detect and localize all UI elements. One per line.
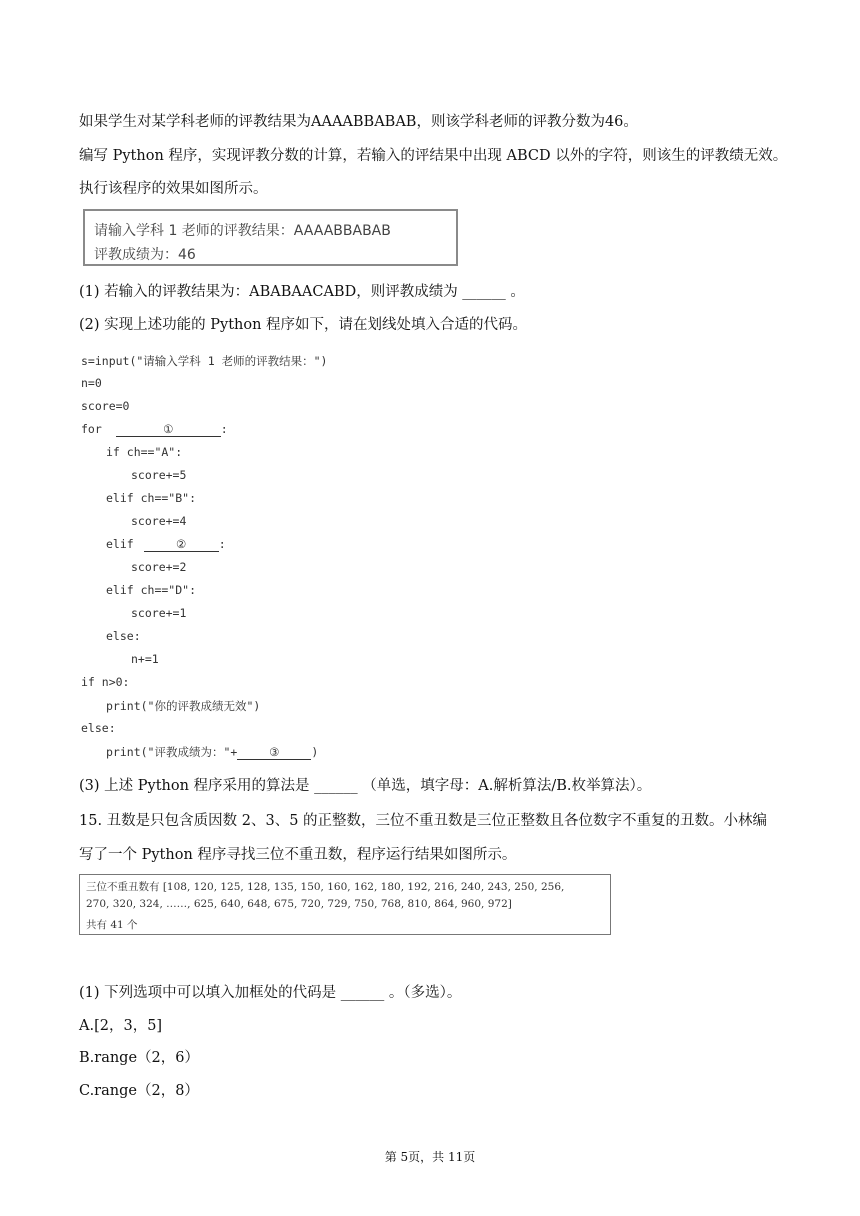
question-3: (3) 上述 Python 程序采用的算法是 ______ （单选，填字母：A.解析算法/B.枚举算法）。 <box>79 778 652 794</box>
code-line: elif ch=="D": <box>106 583 197 597</box>
question-2: (2) 实现上述功能的 Python 程序如下，请在划线处填入合适的代码。 <box>79 317 528 333</box>
code-line <box>106 744 318 760</box>
code-line: score+=5 <box>131 468 187 482</box>
paragraph-3: 执行该程序的效果如图所示。 <box>79 181 268 197</box>
code-line <box>81 422 228 437</box>
code-text: print("评教成绩为："+ <box>106 745 238 759</box>
option-b: B.range（2，6） <box>79 1050 199 1066</box>
console-line: 三位不重丑数有 [108, 120, 125, 128, 135, 150, 160, 162, 180, 192, 216, 240, 243, 250, 256, <box>86 881 565 893</box>
code-line: n+=1 <box>131 652 159 666</box>
console-output-1 <box>83 209 458 266</box>
code-keyword: for <box>81 422 102 436</box>
code-punct: : <box>220 422 228 436</box>
code-line: score=0 <box>81 399 130 413</box>
code-line: s=input("请输入学科 1 老师的评教结果：") <box>81 354 328 368</box>
problem-15-line-2: 写了一个 Python 程序寻找三位不重丑数，程序运行结果如图所示。 <box>79 847 517 863</box>
code-punct: : <box>218 537 226 551</box>
question-15-1: (1) 下列选项中可以填入加框处的代码是 ______ 。（多选）。 <box>79 985 462 1001</box>
answer-blank-3: ③ <box>237 746 311 760</box>
console-line: 270, 320, 324, ……, 625, 640, 648, 675, 720, 729, 750, 768, 810, 864, 960, 972] <box>86 898 512 910</box>
code-line: else: <box>106 629 141 643</box>
paragraph-1: 如果学生对某学科老师的评教结果为AAAABBABAB，则该学科老师的评教分数为46。 <box>79 114 638 130</box>
code-line: score+=1 <box>131 606 187 620</box>
code-line: print("你的评教成绩无效") <box>106 699 261 713</box>
code-line: else: <box>81 721 116 735</box>
console-line: 共有 41 个 <box>86 919 138 931</box>
code-line: score+=2 <box>131 560 187 574</box>
code-line: if ch=="A": <box>106 445 183 459</box>
option-a: A.[2，3，5] <box>79 1018 163 1034</box>
code-line: if n>0: <box>81 675 130 689</box>
paragraph-2: 编写 Python 程序，实现评教分数的计算，若输入的评结果中出现 ABCD 以外的字符，则该生的评教绩无效。 <box>79 148 788 164</box>
code-line: n=0 <box>81 376 102 390</box>
problem-15-line-1: 15. 丑数是只包含质因数 2、3、5 的正整数，三位不重丑数是三位正整数且各位数字不重复的丑数。小林编 <box>79 813 768 829</box>
code-line: score+=4 <box>131 514 187 528</box>
code-line: elif ch=="B": <box>106 491 197 505</box>
console-line: 请输入学科 1 老师的评教结果：AAAABBABAB <box>94 223 391 239</box>
console-output-2 <box>79 874 611 935</box>
option-c: C.range（2，8） <box>79 1083 199 1099</box>
answer-blank-2: ② <box>144 538 219 552</box>
console-line: 评教成绩为：46 <box>94 247 196 263</box>
code-punct: ) <box>311 745 319 759</box>
code-keyword: elif <box>106 537 134 551</box>
question-1: (1) 若输入的评教结果为：ABABAACABD，则评教成绩为 ______ 。 <box>79 284 525 300</box>
code-line <box>106 537 226 552</box>
page-footer: 第 5页，共 11页 <box>384 1150 476 1164</box>
answer-blank-1: ① <box>116 423 221 437</box>
